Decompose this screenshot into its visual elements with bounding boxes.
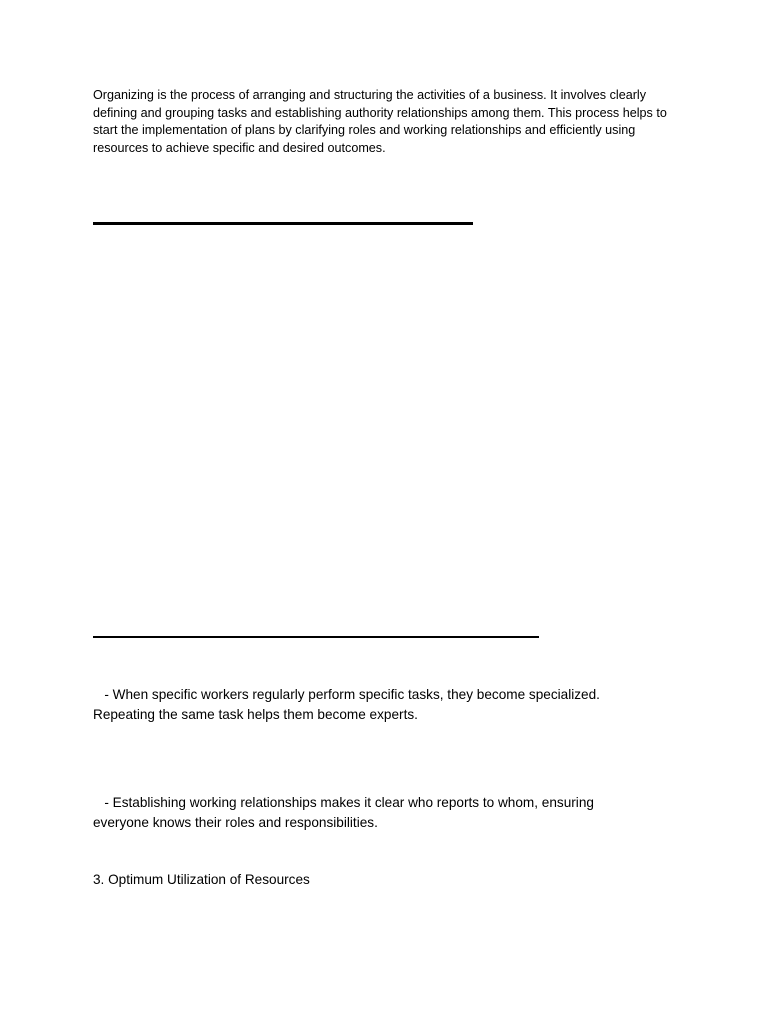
optimum-utilization-heading: 3. Optimum Utilization of Resources: [93, 872, 310, 887]
blank-line-2: [93, 636, 539, 638]
working-relationships-point: - Establishing working relationships makes it clear who reports to whom, ensuring everyone knows their roles and responsibilities.: [93, 795, 598, 830]
blank-line-1: [93, 222, 473, 225]
specialization-point: - When specific workers regularly perform specific tasks, they become specialized. Repeating the same task helps them become experts.: [93, 687, 604, 722]
intro-paragraph: Organizing is the process of arranging and structuring the activities of a business. It involves clearly defining and grouping tasks and establishing authority relationships among them. This process helps to start the implementation of plans by clarifying roles and working relationships and efficiently using resources to achieve specific and desired outcomes.: [93, 88, 667, 155]
